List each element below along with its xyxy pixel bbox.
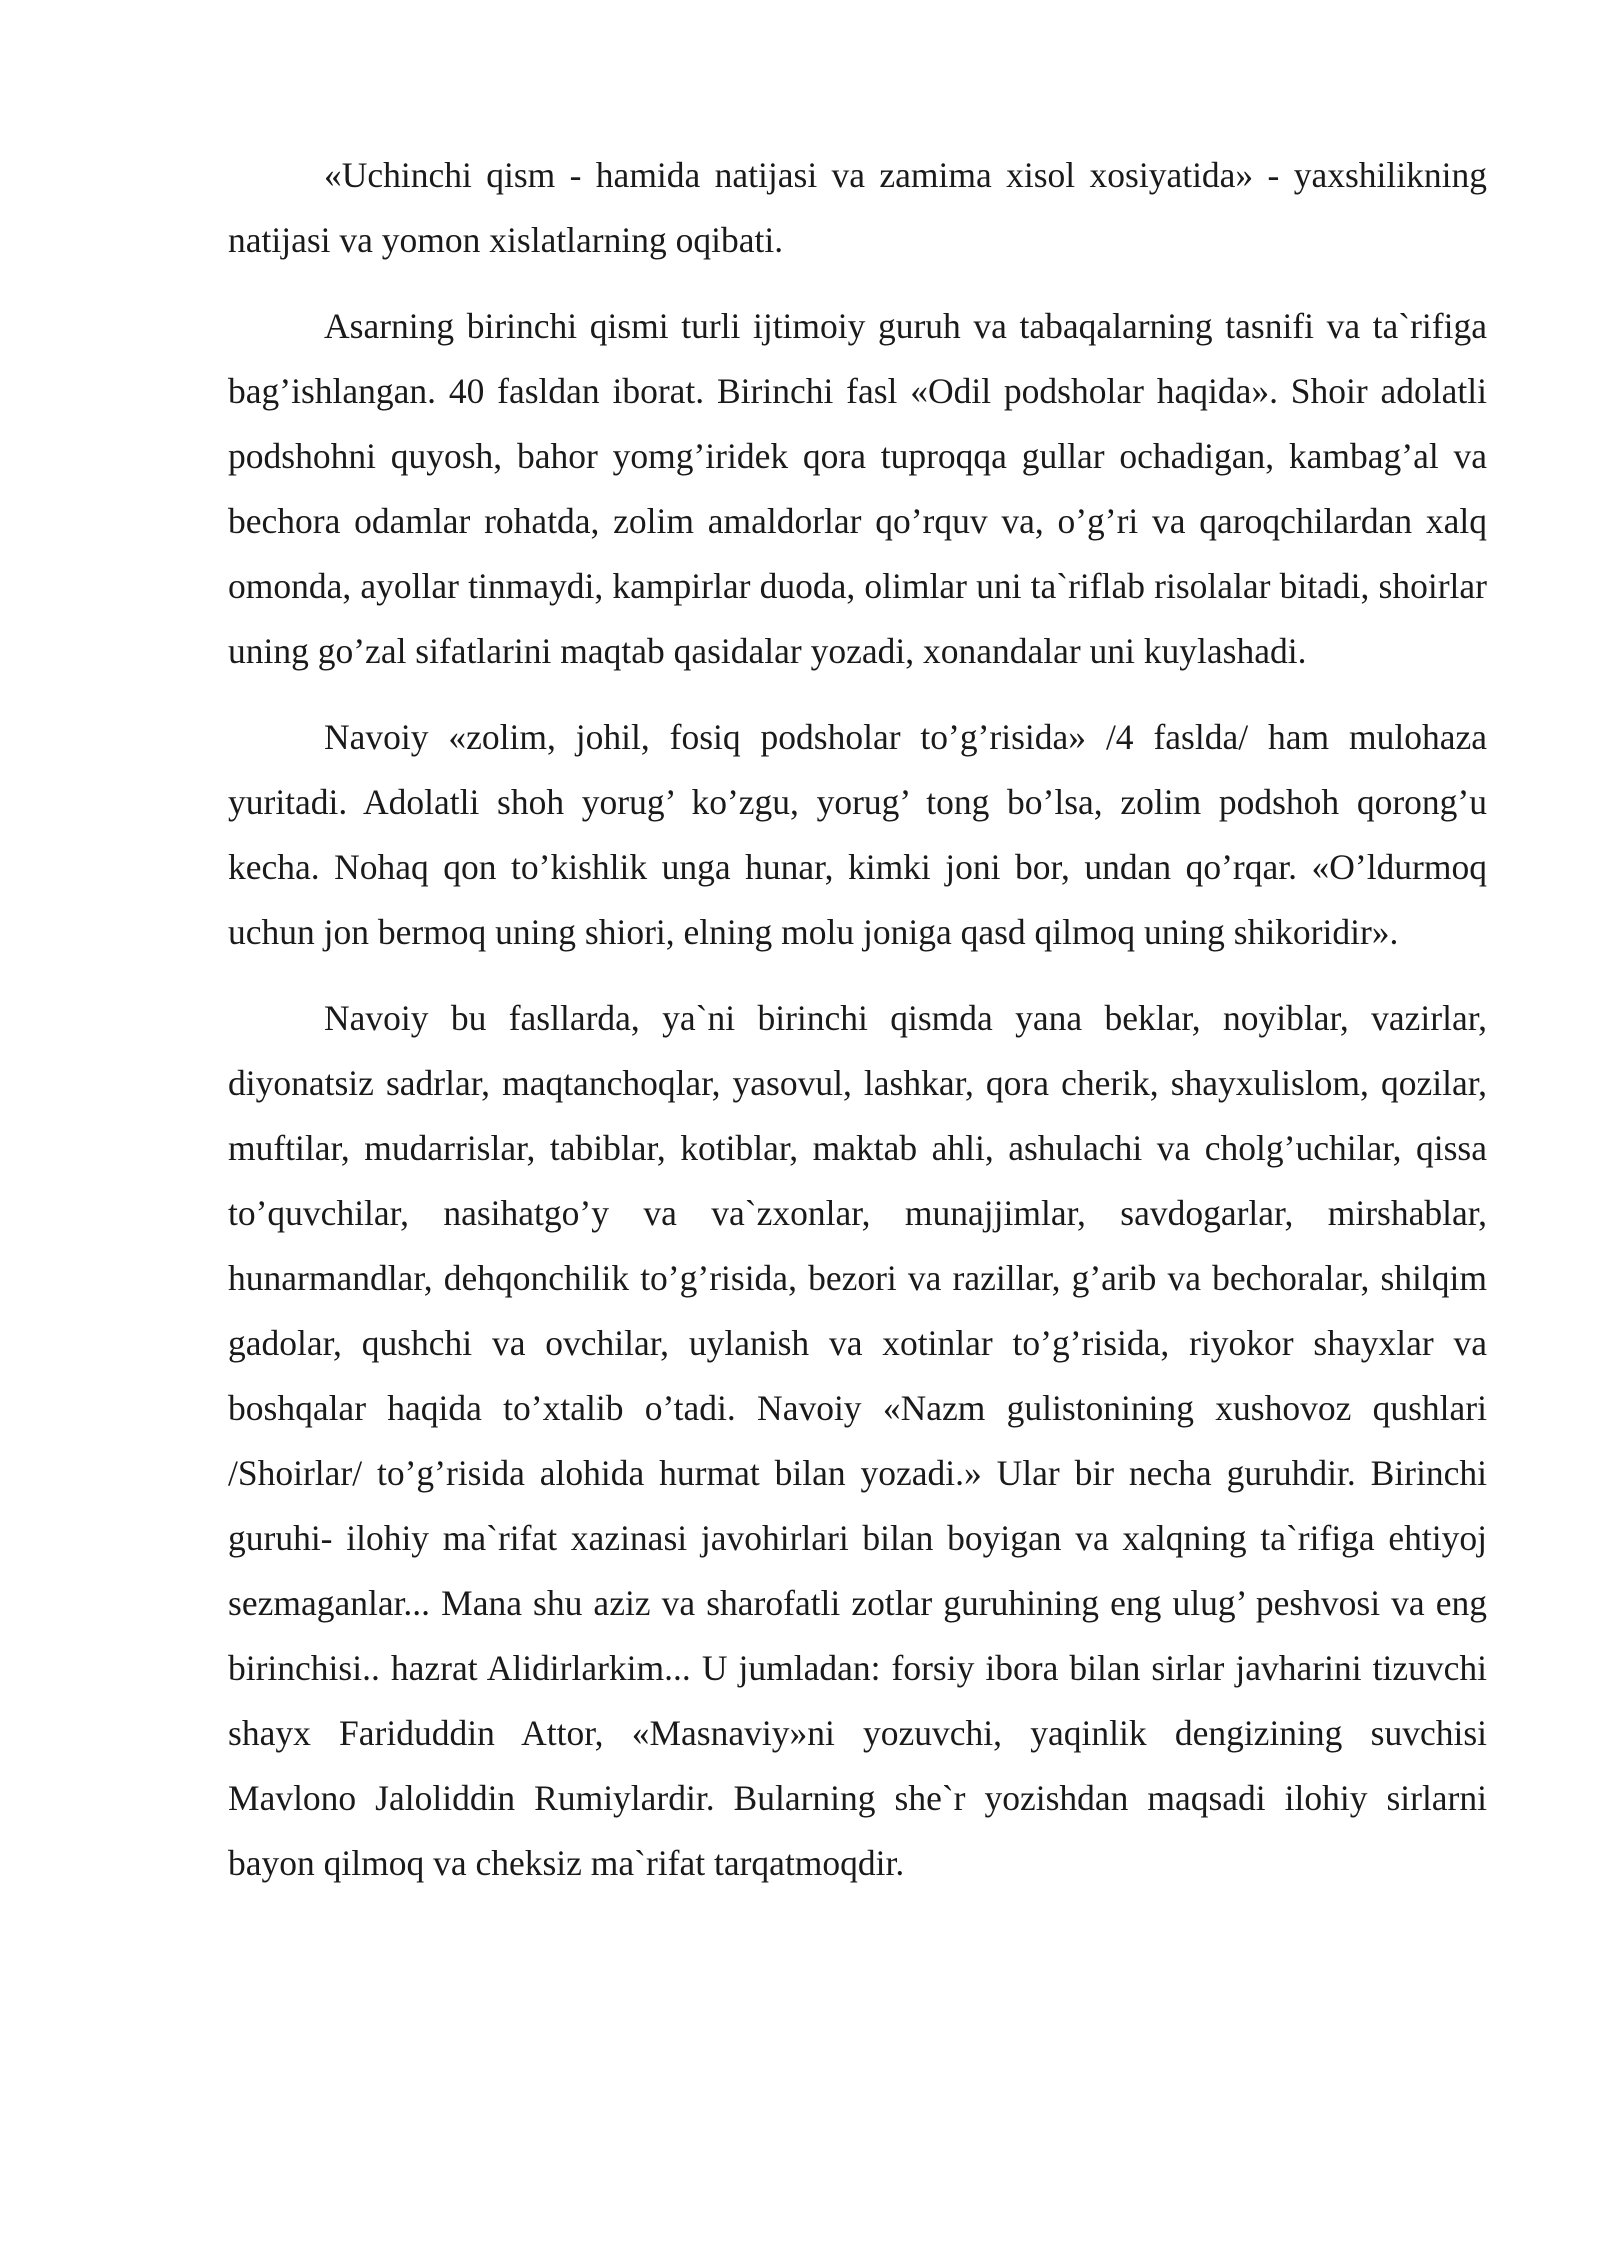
paragraph: Navoiy «zolim, johil, fosiq podsholar to’g’risida» /4 faslda/ ham mulohaza yuritadi. Adolatli shoh yorug’ ko’zgu, yorug’ tong bo’lsa, zolim podshoh qorong’u kecha. Nohaq qon to’kishlik unga hunar, kimki joni bor, undan qo’rqar. «O’ldurmoq uchun jon bermoq uning shiori, elning molu joniga qasd qilmoq uning shikoridir». xyxy=(228,717,1487,952)
paragraph: «Uchinchi qism - hamida natijasi va zamima xisol xosiyatida» - yaxshilikning natijasi va yomon xislatlarning oqibati. xyxy=(228,155,1487,260)
paragraph: Asarning birinchi qismi turli ijtimoiy guruh va tabaqalarning tasnifi va ta`rifiga bag’ishlangan. 40 fasldan iborat. Birinchi fasl «Odil podsholar haqida». Shoir adolatli podshohni quyosh, bahor yomg’iridek qora tuproqqa gullar ochadigan, kambag’al va bechora odamlar rohatda, zolim amaldorlar qo’rquv va, o’g’ri va qaroqchilardan xalq omonda, ayollar tinmaydi, kampirlar duoda, olimlar uni ta`riflab risolalar bitadi, shoirlar uning go’zal sifatlarini maqtab qasidalar yozadi, xonandalar uni kuylashadi. xyxy=(228,306,1487,671)
document-body xyxy=(228,143,1487,1917)
paragraph: Navoiy bu fasllarda, ya`ni birinchi qismda yana beklar, noyiblar, vazirlar, diyonatsiz sadrlar, maqtanchoqlar, yasovul, lashkar, qora cherik, shayxulislom, qozilar, muftilar, mudarrislar, tabiblar, kotiblar, maktab ahli, ashulachi va cholg’uchilar, qissa to’quvchilar, nasihatgo’y va va`zxonlar, munajjimlar, savdogarlar, mirshablar, hunarmandlar, dehqonchilik to’g’risida, bezori va razillar, g’arib va bechoralar, shilqim gadolar, qushchi va ovchilar, uylanish va xotinlar to’g’risida, riyokor shayxlar va boshqalar haqida to’xtalib o’tadi. Navoiy «Nazm gulistonining xushovoz qushlari /Shoirlar/ to’g’risida alohida hurmat bilan yozadi.» Ular bir necha guruhdir. Birinchi guruhi- ilohiy ma`rifat xazinasi javohirlari bilan boyigan va xalqning ta`rifiga ehtiyoj sezmaganlar... Mana shu aziz va sharofatli zotlar guruhining eng ulug’ peshvosi va eng birinchisi.. hazrat Alidirlarkim... U jumladan: forsiy ibora bilan sirlar javharini tizuvchi shayx Fariduddin Attor, «Masnaviy»ni yozuvchi, yaqinlik dengizining suvchisi Mavlono Jaloliddin Rumiylardir. Bularning she`r yozishdan maqsadi ilohiy sirlarni bayon qilmoq va cheksiz ma`rifat tarqatmoqdir. xyxy=(228,998,1487,1883)
